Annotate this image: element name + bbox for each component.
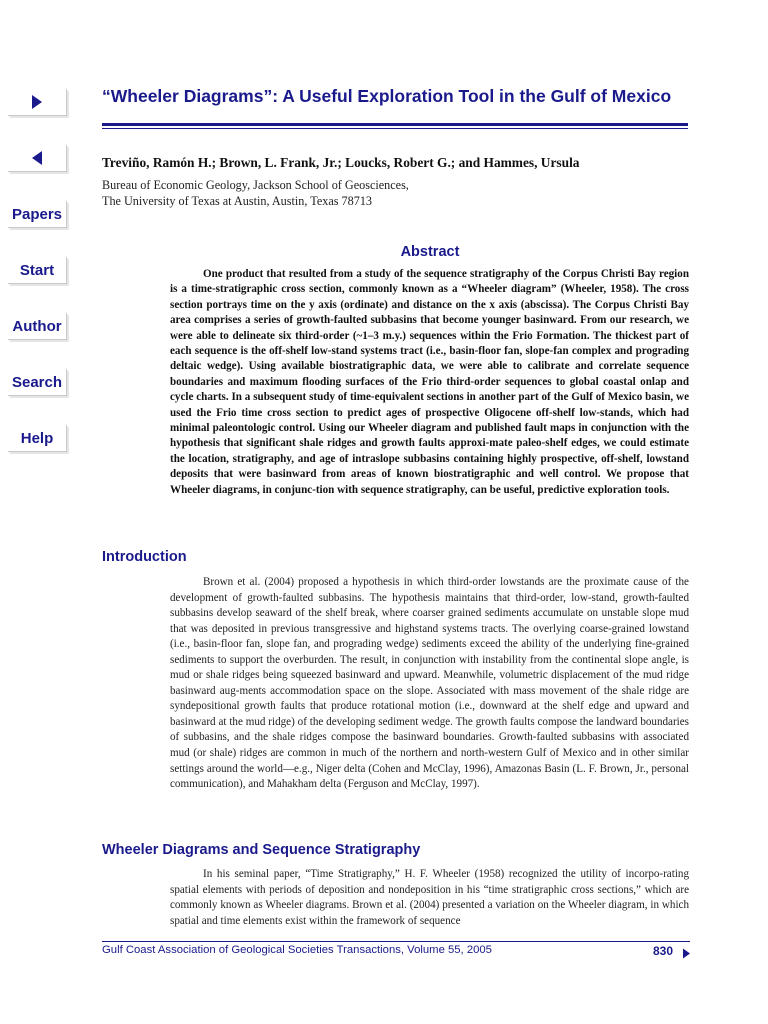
wheeler-section-text: In his seminal paper, “Time Stratigraphy,” H. F. Wheeler (1958) recognized the utility of incorpo-rating spatial elements with periods of deposition and nondeposition in his “time stratigraphic cross sections,” which are commonly known as Wheeler diagrams. Brown et al. (2004) presented a variation on the Wheeler diagram, in which spatial and time elements exist within the framework of sequence bbox=[170, 868, 689, 927]
author-button[interactable]: Author bbox=[8, 313, 67, 340]
triangle-right-icon bbox=[31, 94, 43, 110]
paper-title: “Wheeler Diagrams”: A Useful Exploration Tool in the Gulf of Mexico bbox=[102, 86, 672, 106]
wheeler-section-heading: Wheeler Diagrams and Sequence Stratigraphy bbox=[102, 842, 421, 858]
next-page-button[interactable] bbox=[8, 89, 67, 116]
introduction-text: Brown et al. (2004) proposed a hypothesis in which third-order lowstands are the proximate cause of the development of growth-faulted subbasins. The hypothesis maintains that third-order, low-stand, growth-faulted subbasins develop seaward of the shelf break, where coarser grained sediments accumulate on unstable slope mud that was deposited in previous transgressive and highstand systems tracts. The overlying coarse-grained lowstand (i.e., basin-floor fan, slope fan, and prograding wedge) sediments exceed the ability of the underlying fine-grained sediments to support the overburden. The result, in conjunction with instability from the continental slope angle, is mud or shale ridges being squeezed basinward and upward. Meanwhile, volumetric displacement of the mud ridge basinward aug-ments accommodation space on the slope. Associated with mass movement of the shale ridge are syndepositional growth faults that produce rotational motion (i.e., downward at the shelf edge and upward and basinward at the mud ridge) of the developing sediment wedge. The growth faults compose the landward boundaries of subbasins, and the shale ridges compose the basinward boundaries. Growth-faulted subbasins with associated mud (or shale) ridges are common in much of the northern and north-western Gulf of Mexico and in other similar settings around the world—e.g., Niger delta (Cohen and McClay, 1996), Amazonas Basin (L. F. Brown, Jr., personal communication), and Mahakham delta (Ferguson and McClay, 1997). bbox=[170, 576, 689, 791]
help-button[interactable]: Help bbox=[8, 425, 67, 452]
search-button[interactable]: Search bbox=[8, 369, 67, 396]
start-button[interactable]: Start bbox=[8, 257, 67, 284]
previous-page-button[interactable] bbox=[8, 145, 67, 172]
papers-button[interactable]: Papers bbox=[8, 201, 67, 228]
title-divider-thick bbox=[102, 123, 688, 126]
page-number: 830 bbox=[653, 944, 674, 958]
next-page-arrow-icon[interactable] bbox=[682, 946, 691, 964]
abstract-heading: Abstract bbox=[400, 244, 460, 260]
journal-citation: Gulf Coast Association of Geological Societies Transactions, Volume 55, 2005 bbox=[102, 944, 492, 956]
footer-divider bbox=[102, 941, 690, 942]
author-list: Treviño, Ramón H.; Brown, L. Frank, Jr.; Loucks, Robert G.; and Hammes, Ursula bbox=[102, 155, 580, 170]
introduction-heading: Introduction bbox=[102, 549, 187, 565]
title-divider-thin bbox=[102, 128, 688, 129]
affiliation bbox=[102, 177, 692, 209]
affiliation-line-1: Bureau of Economic Geology, Jackson School of Geosciences, bbox=[102, 178, 409, 192]
abstract-text: One product that resulted from a study of the sequence stratigraphy of the Corpus Christi Bay region is a time-stratigraphic cross section, commonly known as a “Wheeler diagram” (Wheeler, 1958). The cross section portrays time on the y axis (ordinate) and distance on the x axis (abscissa). The Corpus Christi Bay area comprises a series of growth-faulted subbasins that become younger basinward. From our research, we were able to delineate six third-order (~1–3 m.y.) sequences within the Frio Formation. The thickest part of each sequence is the off-shelf low-stand systems tract (i.e., basin-floor fan, slope-fan complex and prograding deltaic wedge). Using available biostratigraphic data, we were able to calibrate and correlate sequence boundaries and maximum flooding surfaces of the Frio third-order sequences to global coastal onlap and cycle charts. In a subsequent study of time-equivalent sections in another part of the Gulf of Mexico basin, we used the Frio time cross section to predict ages of prospective Oligocene off-shelf low-stands, which had minimal paleontologic control. Using our Wheeler diagram and published fault maps in conjunction with the hypothesis that significant shale ridges and growth faults approxi-mate paleo-shelf edges, we could estimate the location, stratigraphy, and age of intraslope subbasins containing highly prospective, off-shelf, lowstand deposits that were basinward from areas of known biostratigraphic and well control. We propose that Wheeler diagrams, in conjunc-tion with sequence stratigraphy, can be useful, predictive exploration tools. bbox=[170, 268, 689, 496]
triangle-left-icon bbox=[31, 150, 43, 166]
affiliation-line-2: The University of Texas at Austin, Austin, Texas 78713 bbox=[102, 194, 373, 208]
